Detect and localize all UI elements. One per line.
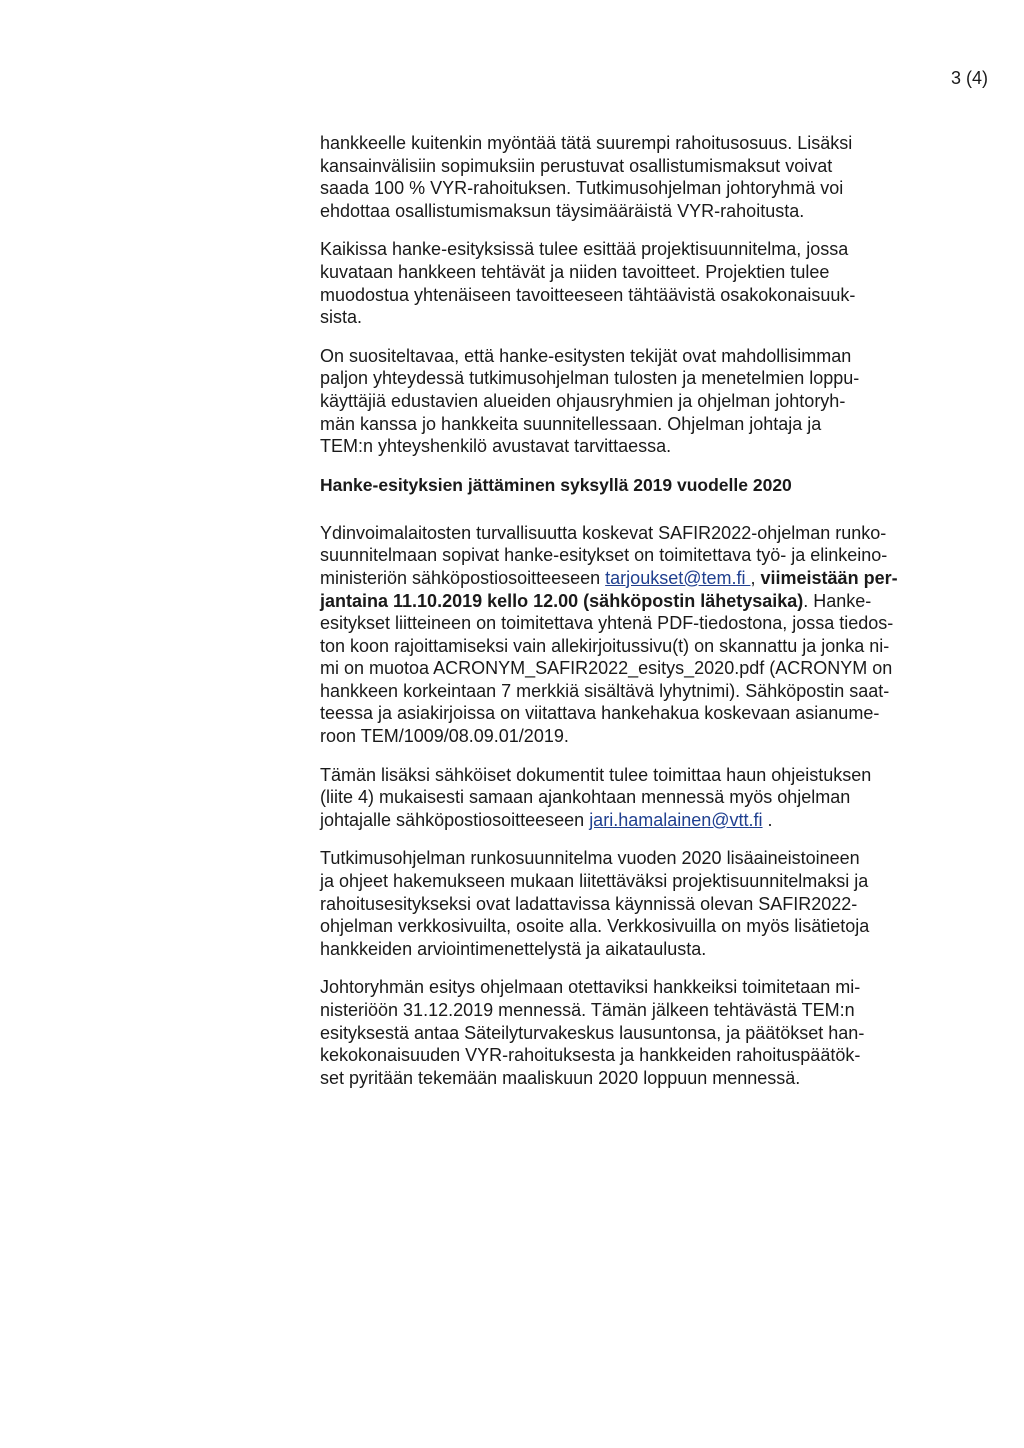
text-line: hankkeen korkeintaan 7 merkkiä sisältävä lyhytnimi). Sähköpostin saat- <box>320 680 890 701</box>
text-segment: . <box>762 809 773 830</box>
paragraph-framework-plan <box>320 847 910 960</box>
text-segment: . Hanke- <box>803 590 872 611</box>
text-line: suunnitelmaan sopivat hanke-esitykset on toimitettava työ- ja elinkeino- <box>320 545 888 566</box>
email-link-tarjoukset[interactable]: tarjoukset@tem.fi <box>605 567 751 588</box>
text-line: rahoitusesitykseksi ovat ladattavissa käynnissä olevan SAFIR2022- <box>320 893 858 914</box>
text-line: paljon yhteydessä tutkimusohjelman tulosten ja menetelmien loppu- <box>320 368 860 389</box>
email-link-jari[interactable]: jari.hamalainen@vtt.fi <box>589 809 763 830</box>
section-heading: Hanke-esityksien jättäminen syksyllä 2019 vuodelle 2020 <box>320 474 792 495</box>
text-line: kansainvälisiin sopimuksiin perustuvat osallistumismaksut voivat <box>320 155 833 176</box>
text-line: mi on muotoa ACRONYM_SAFIR2022_esitys_2020.pdf (ACRONYM on <box>320 658 893 679</box>
text-line: ton koon rajoittamiseksi vain allekirjoitussivu(t) on skannattu ja jonka ni- <box>320 635 890 656</box>
text-line: ehdottaa osallistumismaksun täysimääräistä VYR-rahoitusta. <box>320 200 805 221</box>
text-line: esityksestä antaa Säteilyturvakeskus lausuntonsa, ja päätökset han- <box>320 1022 865 1043</box>
text-line: kekokonaisuuden VYR-rahoituksesta ja hankkeiden rahoituspäätök- <box>320 1045 861 1066</box>
deadline-text: jantaina 11.10.2019 kello 12.00 (sähköpostin lähetysaika) <box>320 590 804 611</box>
text-line: ohjelman verkkosivuilta, osoite alla. Verkkosivuilla on myös lisätietoja <box>320 916 870 937</box>
paragraph-project-plan <box>320 238 910 328</box>
text-line: kuvataan hankkeen tehtävät ja niiden tavoitteet. Projektien tulee <box>320 261 830 282</box>
text-line: On suositeltavaa, että hanke-esitysten tekijät ovat mahdollisimman <box>320 345 852 366</box>
document-body <box>320 132 910 1105</box>
text-line: ja ohjeet hakemukseen mukaan liitettäväksi projektisuunnitelmaksi ja <box>320 871 869 892</box>
text-line: sista. <box>320 307 363 328</box>
text-line: teessa ja asiakirjoissa on viitattava hankehakua koskevaan asianume- <box>320 703 880 724</box>
text-segment: , <box>750 567 761 588</box>
text-line: Johtoryhmän esitys ohjelmaan otettaviksi hankkeiksi toimitetaan mi- <box>320 977 861 998</box>
text-line: män kanssa jo hankkeita suunnitellessaan. Ohjelman johtaja ja <box>320 413 822 434</box>
text-line: Kaikissa hanke-esityksissä tulee esittää projektisuunnitelma, jossa <box>320 239 849 260</box>
deadline-text: viimeistään per- <box>760 567 898 588</box>
text-line <box>320 590 910 613</box>
text-line: muodostua yhtenäiseen tavoitteeseen tähtäävistä osakokonaisuuk- <box>320 284 856 305</box>
text-line: roon TEM/1009/08.09.01/2019. <box>320 726 569 747</box>
text-line <box>320 809 910 832</box>
text-line: esitykset liitteineen on toimitettava yhtenä PDF-tiedostona, jossa tiedos- <box>320 613 894 634</box>
paragraph-electronic-docs <box>320 764 910 832</box>
text-line: (liite 4) mukaisesti samaan ajankohtaan mennessä myös ohjelman <box>320 787 851 808</box>
text-line: hankkeiden arviointimenettelystä ja aikataulusta. <box>320 938 707 959</box>
paragraph-recommendation <box>320 345 910 458</box>
paragraph-funding-share <box>320 132 910 222</box>
text-line: käyttäjiä edustavien alueiden ohjausryhmien ja ohjelman johtoryh- <box>320 390 846 411</box>
page-number: 3 (4) <box>950 68 988 88</box>
text-line: saada 100 % VYR-rahoituksen. Tutkimusohjelman johtoryhmä voi <box>320 178 844 199</box>
text-segment: ministeriön sähköpostiosoitteeseen <box>320 567 606 588</box>
text-line <box>320 567 910 590</box>
text-line: Tämän lisäksi sähköiset dokumentit tulee toimittaa haun ohjeistuksen <box>320 764 872 785</box>
text-line: hankkeelle kuitenkin myöntää tätä suurempi rahoitusosuus. Lisäksi <box>320 133 853 153</box>
text-line: set pyritään tekemään maaliskuun 2020 loppuun mennessä. <box>320 1067 801 1088</box>
paragraph-submission <box>320 522 910 748</box>
text-line: nisteriöön 31.12.2019 mennessä. Tämän jälkeen tehtävästä TEM:n <box>320 1000 855 1020</box>
text-line: TEM:n yhteyshenkilö avustavat tarvittaessa. <box>320 436 672 457</box>
text-segment: johtajalle sähköpostiosoitteeseen <box>320 809 590 830</box>
paragraph-steering-group <box>320 976 910 1089</box>
text-line: Ydinvoimalaitosten turvallisuutta koskevat SAFIR2022-ohjelman runko- <box>320 522 887 543</box>
text-line: Tutkimusohjelman runkosuunnitelma vuoden 2020 lisäaineistoineen <box>320 848 860 869</box>
